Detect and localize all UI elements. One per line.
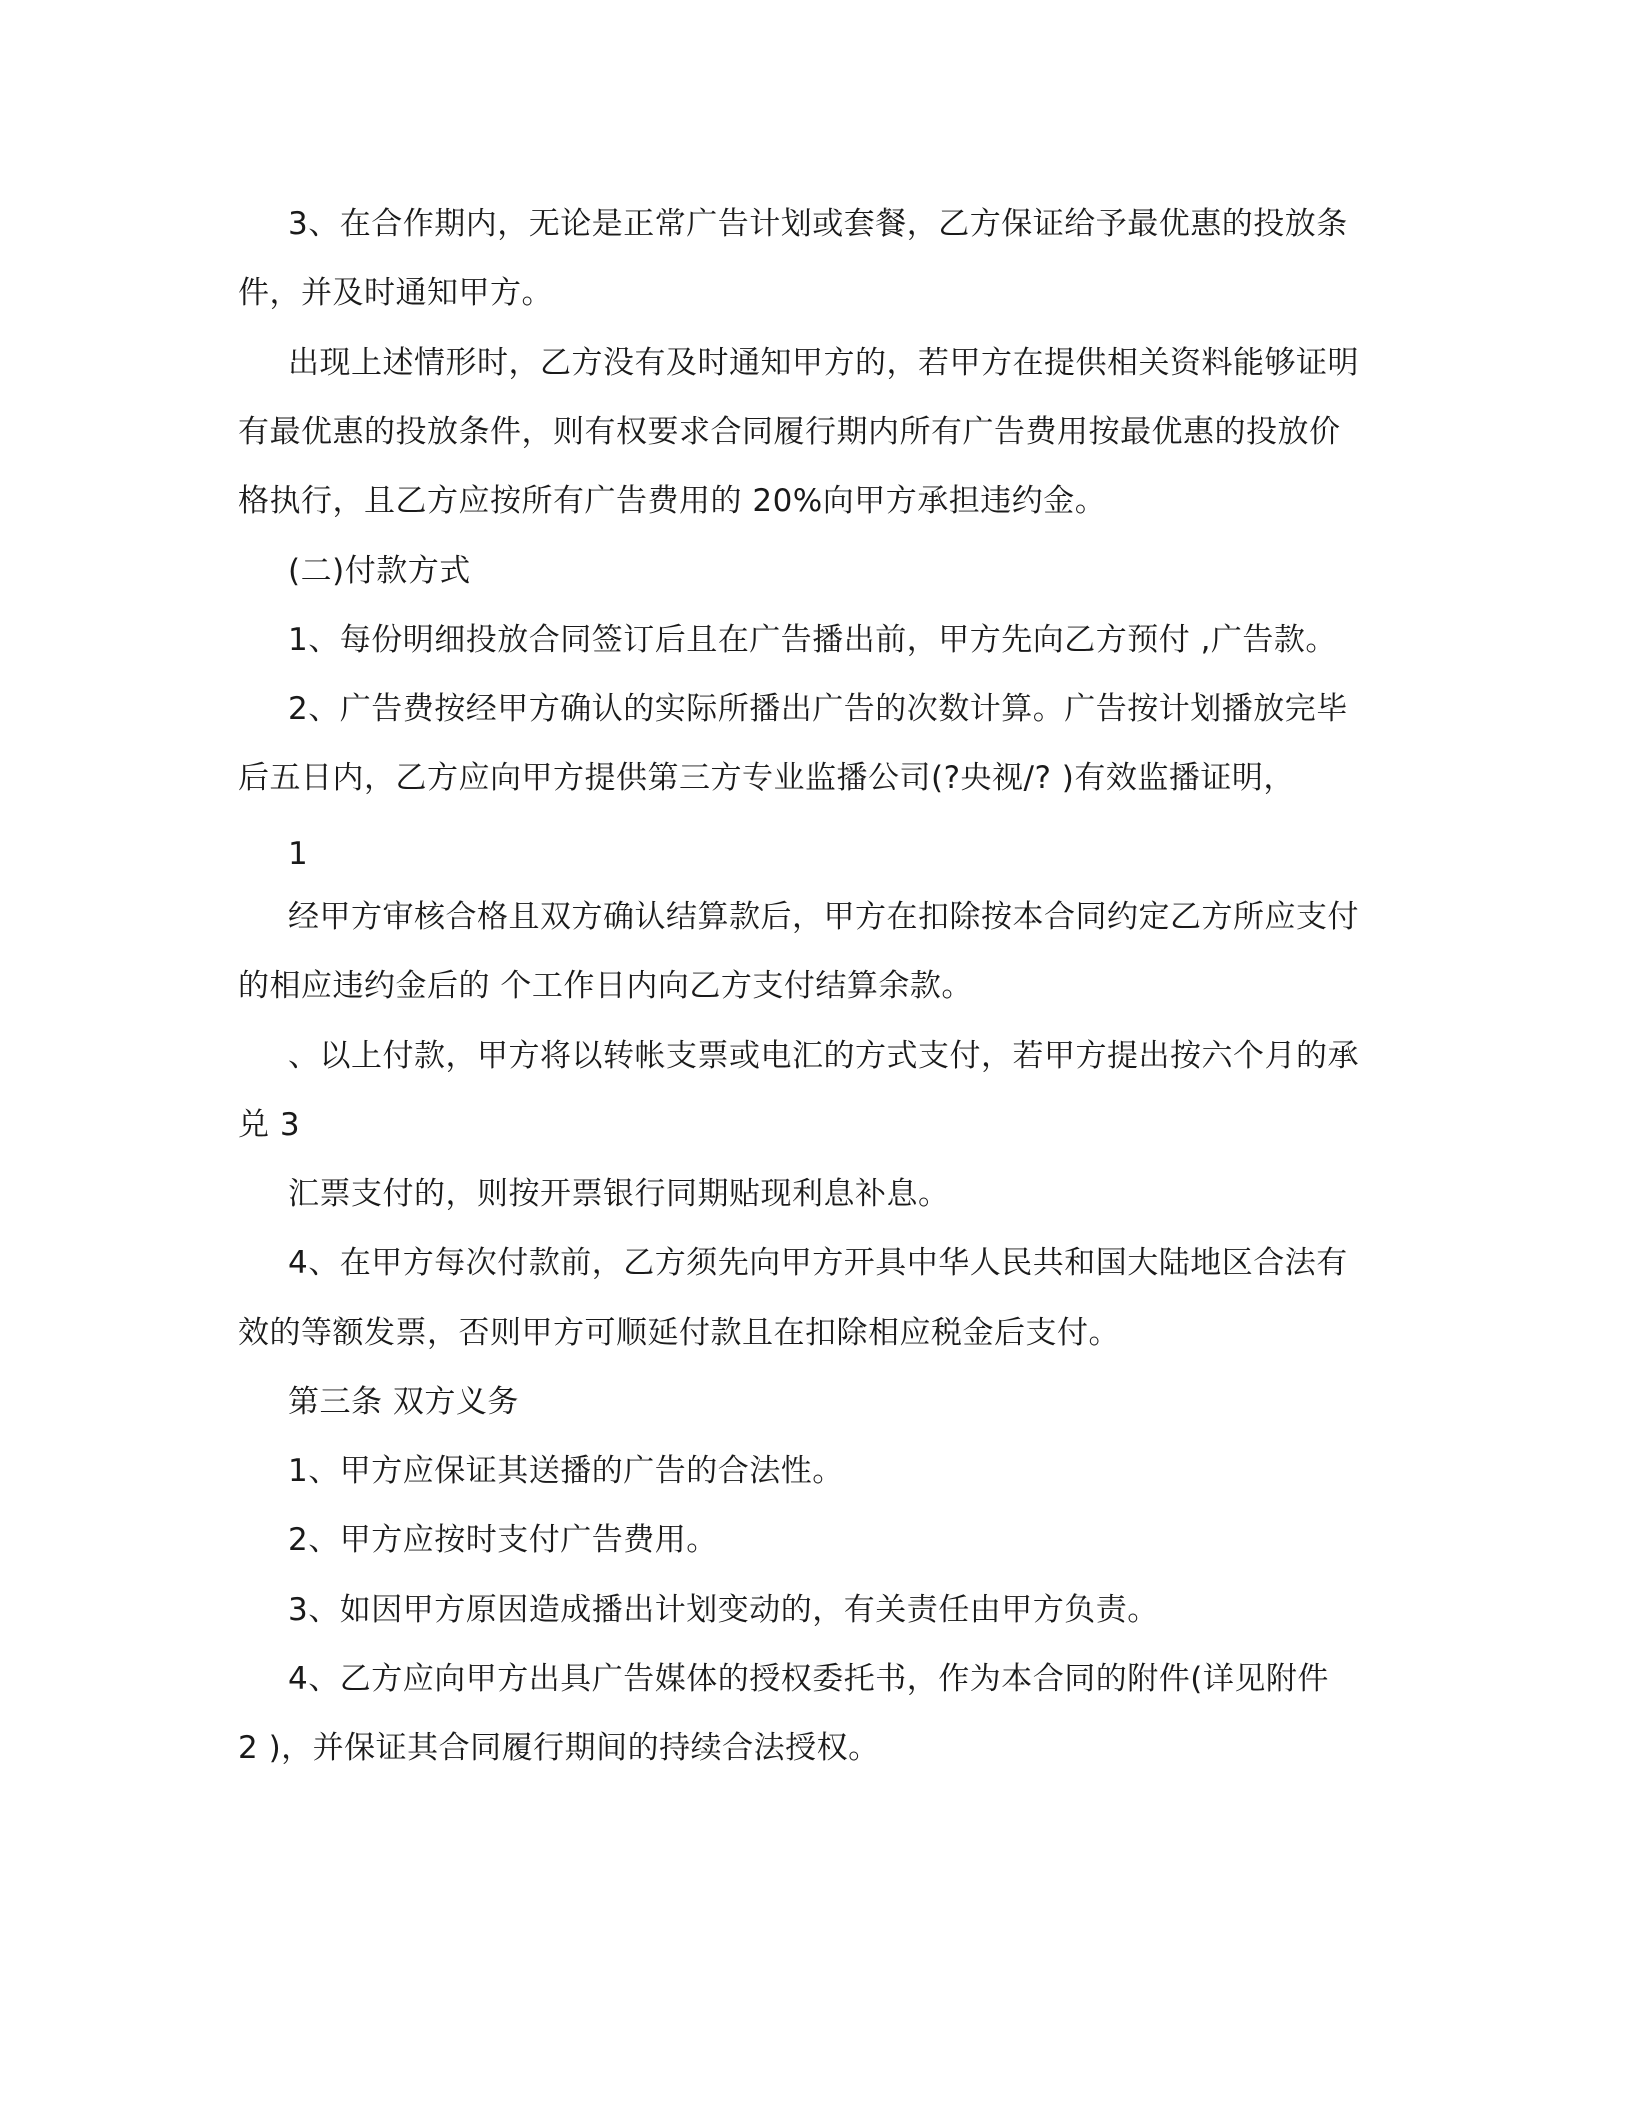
paragraph-line: 效的等额发票，否则甲方可顺延付款且在扣除相应税金后支付。 bbox=[238, 1315, 1120, 1351]
paragraph-line: 有最优惠的投放条件，则有权要求合同履行期内所有广告费用按最优惠的投放价 bbox=[238, 414, 1341, 450]
paragraph-line: 格执行，且乙方应按所有广告费用的 20%向甲方承担违约金。 bbox=[238, 483, 1107, 519]
paragraph-line: 2、甲方应按时支付广告费用。 bbox=[288, 1522, 718, 1558]
paragraph-line: 件，并及时通知甲方。 bbox=[238, 275, 553, 311]
page-number: 1 bbox=[288, 836, 309, 872]
paragraph-line: 经甲方审核合格且双方确认结算款后，甲方在扣除按本合同约定乙方所应支付 bbox=[288, 899, 1359, 935]
paragraph-line: 汇票支付的，则按开票银行同期贴现利息补息。 bbox=[288, 1176, 950, 1212]
paragraph-line: 4、在甲方每次付款前，乙方须先向甲方开具中华人民共和国大陆地区合法有 bbox=[288, 1245, 1348, 1281]
article-heading: 第三条 双方义务 bbox=[288, 1384, 519, 1420]
paragraph-line: 4、乙方应向甲方出具广告媒体的授权委托书，作为本合同的附件(详见附件 bbox=[288, 1661, 1329, 1697]
paragraph-line: 2、广告费按经甲方确认的实际所播出广告的次数计算。广告按计划播放完毕 bbox=[288, 691, 1348, 727]
paragraph-line: 3、在合作期内，无论是正常广告计划或套餐，乙方保证给予最优惠的投放条 bbox=[288, 206, 1348, 242]
paragraph-line: 2 )，并保证其合同履行期间的持续合法授权。 bbox=[238, 1730, 880, 1766]
paragraph-line: 、以上付款，甲方将以转帐支票或电汇的方式支付，若甲方提出按六个月的承 bbox=[288, 1038, 1359, 1074]
paragraph-line: 兑 3 bbox=[238, 1107, 301, 1143]
paragraph-line: 1、每份明细投放合同签订后且在广告播出前，甲方先向乙方预付 ,广告款。 bbox=[288, 622, 1337, 658]
paragraph-line: 1、甲方应保证其送播的广告的合法性。 bbox=[288, 1453, 844, 1489]
paragraph-line: 出现上述情形时，乙方没有及时通知甲方的，若甲方在提供相关资料能够证明 bbox=[288, 345, 1359, 381]
paragraph-line: 3、如因甲方原因造成播出计划变动的，有关责任由甲方负责。 bbox=[288, 1592, 1159, 1628]
section-heading: (二)付款方式 bbox=[288, 553, 471, 589]
paragraph-line: 后五日内，乙方应向甲方提供第三方专业监播公司(?央视/? )有效监播证明， bbox=[238, 760, 1295, 796]
paragraph-line: 的相应违约金后的 个工作日内向乙方支付结算余款。 bbox=[238, 968, 973, 1004]
